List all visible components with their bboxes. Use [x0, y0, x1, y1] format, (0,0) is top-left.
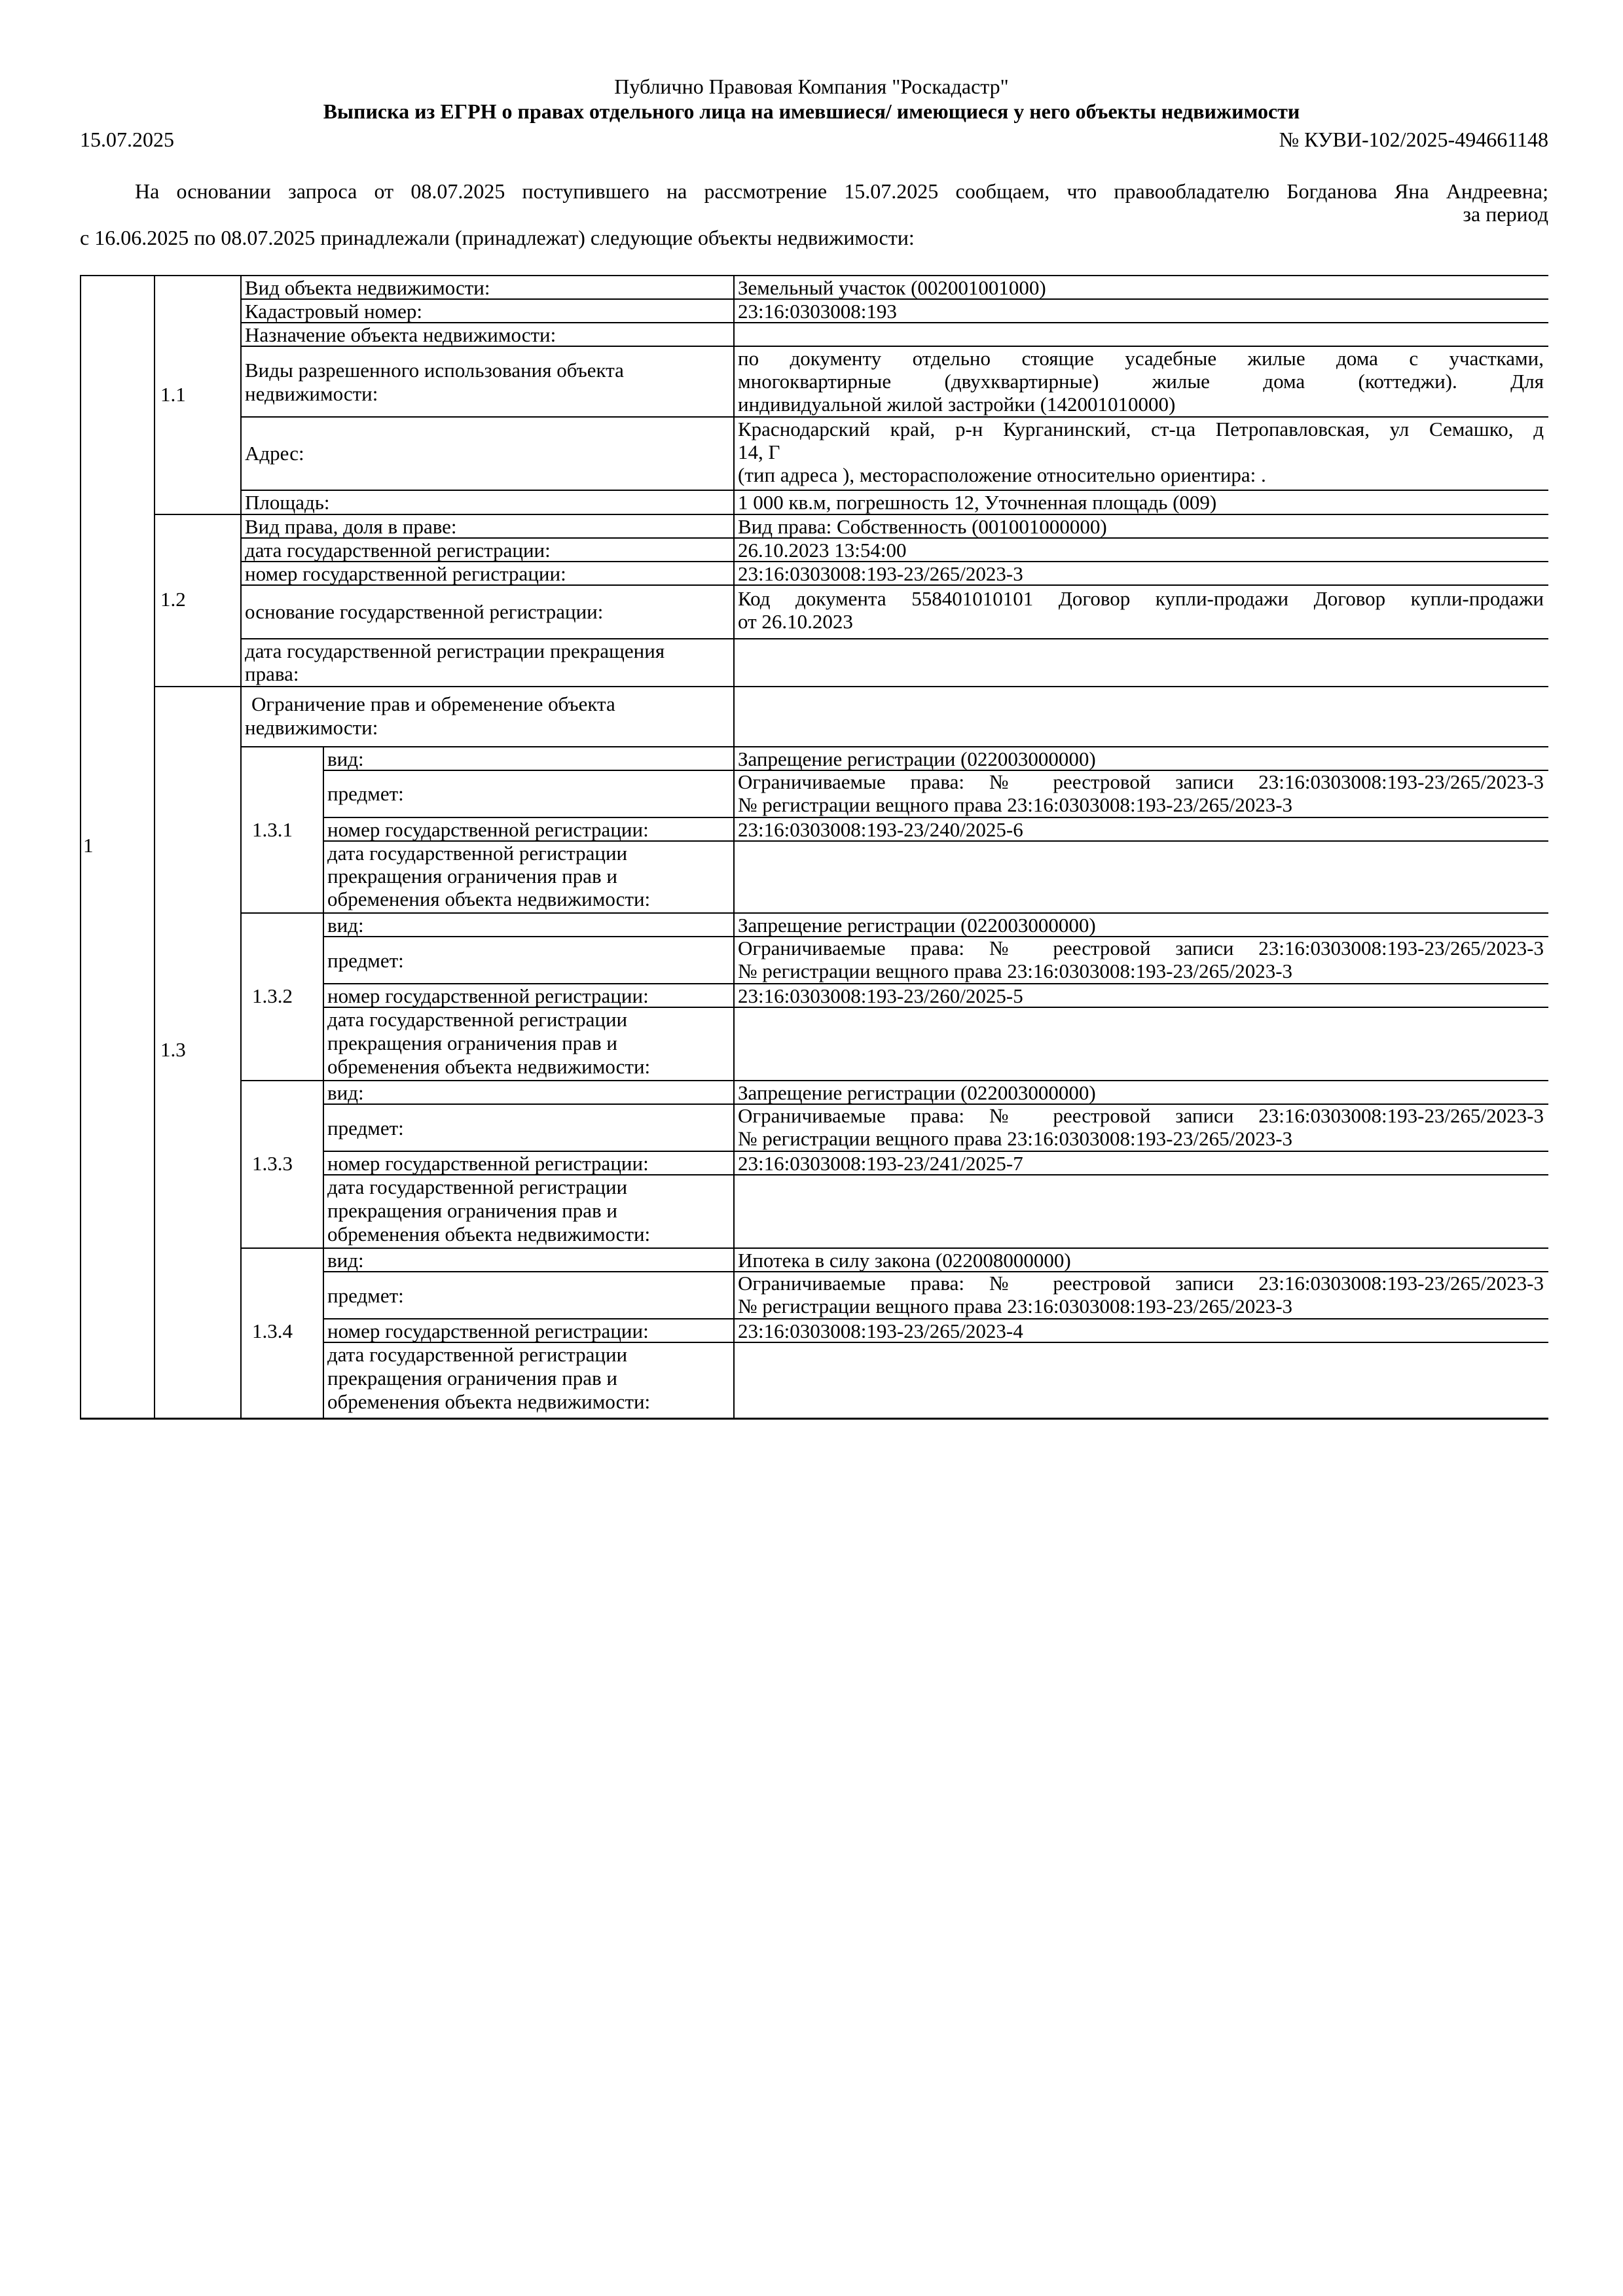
text-line: № регистрации вещного права 23:16:0303008:193-23/265/2023-3	[738, 1127, 1293, 1150]
text-line: Ограничиваемые права: № реестровой записи 23:16:0303008:193-23/265/2023-3	[738, 1104, 1544, 1127]
reg-number-value: 23:16:0303008:193-23/265/2023-3	[738, 562, 1023, 585]
text-line: Ограничиваемые права: № реестровой записи 23:16:0303008:193-23/265/2023-3	[738, 1272, 1544, 1295]
subject-value	[738, 937, 1544, 982]
address-value	[738, 418, 1544, 486]
vid-value: Запрещение регистрации (022003000000)	[738, 914, 1096, 937]
row-number: 1	[83, 834, 94, 857]
object-type-value: Земельный участок (002001001000)	[738, 276, 1046, 299]
termination-label: дата государственной регистрации прекращения	[245, 639, 665, 662]
vid-label: вид:	[327, 914, 364, 937]
table-border-bottom	[80, 1418, 1548, 1420]
intro-period-label: за период	[1463, 202, 1548, 226]
vid-value: Запрещение регистрации (022003000000)	[738, 747, 1096, 770]
reg-number-label: номер государственной регистрации:	[327, 1152, 649, 1175]
restrictions-heading: Ограничение прав и обременение объекта	[251, 692, 615, 715]
reg-number-label: номер государственной регистрации:	[327, 984, 649, 1007]
subject-label: предмет:	[327, 1284, 404, 1307]
document-number: № КУВИ-102/2025-494661148	[1279, 128, 1548, 151]
reg-number-value: 23:16:0303008:193-23/260/2025-5	[738, 984, 1023, 1007]
table-border-left	[80, 275, 81, 1419]
document-title: Выписка из ЕГРН о правах отдельного лица на имевшиеся/ имеющиеся у него объекты недвижимости	[323, 99, 1300, 123]
subject-label: предмет:	[327, 949, 404, 972]
text-line: многоквартирные (двухквартирные) жилые дома (коттеджи). Для	[738, 370, 1544, 393]
vid-label: вид:	[327, 747, 364, 770]
basis-value	[738, 587, 1544, 633]
permitted-use-label: Виды разрешенного использования объекта	[245, 359, 624, 382]
subject-value	[738, 1272, 1544, 1318]
text-line: Ограничиваемые права: № реестровой записи 23:16:0303008:193-23/265/2023-3	[738, 770, 1544, 793]
termination-label: дата государственной регистрации	[327, 1008, 628, 1031]
cadastral-label: Кадастровый номер:	[245, 300, 423, 323]
subject-label: предмет:	[327, 1117, 404, 1139]
text-line: (тип адреса ), месторасположение относительно ориентира: .	[738, 463, 1266, 486]
termination-label: прекращения ограничения прав и	[327, 865, 618, 888]
subject-label: предмет:	[327, 782, 404, 805]
termination-label: прекращения ограничения прав и	[327, 1199, 618, 1222]
vid-label: вид:	[327, 1249, 364, 1272]
text-line: Краснодарский край, р-н Курганинский, ст-ца Петропавловская, ул Семашко, д	[738, 418, 1544, 440]
vid-value: Ипотека в силу закона (022008000000)	[738, 1249, 1071, 1272]
section-number: 1.1	[160, 383, 186, 406]
purpose-label: Назначение объекта недвижимости:	[245, 323, 556, 346]
reg-number-value: 23:16:0303008:193-23/265/2023-4	[738, 1319, 1023, 1342]
intro-period: с 16.06.2025 по 08.07.2025 принадлежали (принадлежат) следующие объекты недвижимости:	[80, 226, 915, 249]
right-type-value: Вид права: Собственность (001001000000)	[738, 515, 1107, 538]
restriction-number: 1.3.4	[252, 1319, 293, 1342]
text-line: от 26.10.2023	[738, 610, 853, 633]
termination-label: дата государственной регистрации	[327, 1175, 628, 1198]
text-line: № регистрации вещного права 23:16:0303008:193-23/265/2023-3	[738, 1295, 1293, 1318]
termination-label: дата государственной регистрации	[327, 842, 628, 865]
text-line: 14, Г	[738, 440, 780, 463]
termination-label: прекращения ограничения прав и	[327, 1367, 618, 1390]
section-number: 1.2	[160, 588, 186, 611]
reg-number-value: 23:16:0303008:193-23/241/2025-7	[738, 1152, 1023, 1175]
restrictions-heading: недвижимости:	[245, 716, 378, 739]
company-name: Публично Правовая Компания "Роскадастр"	[614, 75, 1009, 98]
reg-date-label: дата государственной регистрации:	[245, 539, 551, 562]
reg-number-label: номер государственной регистрации:	[327, 1319, 649, 1342]
text-line: № регистрации вещного права 23:16:0303008:193-23/265/2023-3	[738, 793, 1293, 816]
termination-label: обременения объекта недвижимости:	[327, 1055, 651, 1078]
text-line: индивидуальной жилой застройки (142001010000)	[738, 393, 1176, 416]
area-value: 1 000 кв.м, погрешность 12, Уточненная площадь (009)	[738, 491, 1217, 514]
vid-value: Запрещение регистрации (022003000000)	[738, 1081, 1096, 1104]
termination-label: прекращения ограничения прав и	[327, 1031, 618, 1054]
reg-date-value: 26.10.2023 13:54:00	[738, 539, 907, 562]
intro-paragraph: На основании запроса от 08.07.2025 поступившего на рассмотрение 15.07.2025 сообщаем, что правообладателю Богданова Яна Андреевна;	[135, 179, 1548, 203]
permitted-use-value	[738, 347, 1544, 416]
section-number: 1.3	[160, 1038, 186, 1061]
text-line: по документу отдельно стоящие усадебные жилые дома с участками,	[738, 347, 1544, 370]
column-divider	[154, 275, 155, 1419]
address-label: Адрес:	[245, 442, 304, 465]
area-label: Площадь:	[245, 491, 330, 514]
section-divider	[154, 686, 1548, 687]
basis-label: основание государственной регистрации:	[245, 600, 604, 623]
subject-value	[738, 1104, 1544, 1150]
text-line: № регистрации вещного права 23:16:0303008:193-23/265/2023-3	[738, 960, 1293, 982]
permitted-use-label: недвижимости:	[245, 382, 378, 405]
document-date: 15.07.2025	[80, 128, 174, 151]
restriction-number: 1.3.1	[252, 818, 293, 841]
object-type-label: Вид объекта недвижимости:	[245, 276, 490, 299]
text-line: Ограничиваемые права: № реестровой записи 23:16:0303008:193-23/265/2023-3	[738, 937, 1544, 960]
vid-label: вид:	[327, 1081, 364, 1104]
termination-label: права:	[245, 662, 299, 685]
cadastral-value: 23:16:0303008:193	[738, 300, 897, 323]
termination-label: дата государственной регистрации	[327, 1343, 628, 1366]
reg-number-label: номер государственной регистрации:	[327, 818, 649, 841]
termination-label: обременения объекта недвижимости:	[327, 1223, 651, 1246]
restriction-number: 1.3.2	[252, 984, 293, 1007]
reg-number-value: 23:16:0303008:193-23/240/2025-6	[738, 818, 1023, 841]
reg-number-label: номер государственной регистрации:	[245, 562, 566, 585]
right-type-label: Вид права, доля в праве:	[245, 515, 457, 538]
restriction-number: 1.3.3	[252, 1152, 293, 1175]
termination-label: обременения объекта недвижимости:	[327, 888, 651, 910]
text-line: Код документа 558401010101 Договор купли-продажи Договор купли-продажи	[738, 587, 1544, 610]
termination-label: обременения объекта недвижимости:	[327, 1390, 651, 1413]
subject-value	[738, 770, 1544, 816]
